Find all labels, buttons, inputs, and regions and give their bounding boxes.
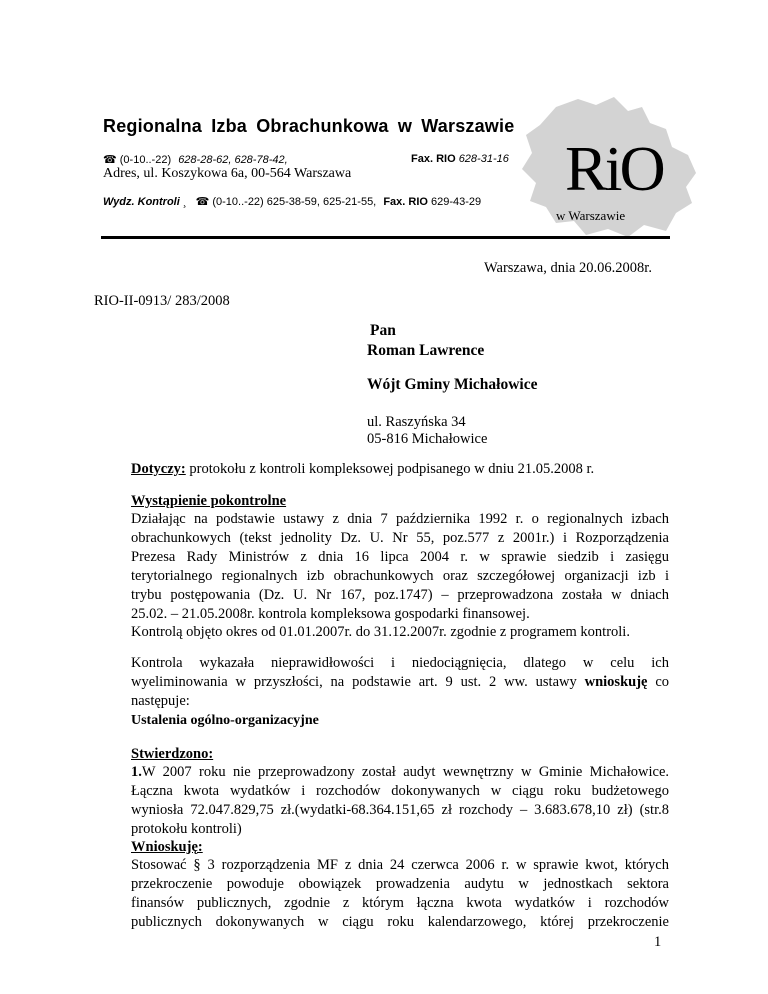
section-title: Wystąpienie pokontrolne bbox=[131, 493, 287, 509]
header-divider bbox=[101, 236, 670, 239]
intro-line: 25.02. – 21.05.2008r. kontrola kompleksowa gospodarki finansowej. bbox=[131, 606, 530, 622]
phone-numbers: 628-28-62, 628-78-42, bbox=[178, 154, 288, 166]
request-label: Wnioskuję: bbox=[131, 839, 203, 855]
found-line: 1.W 2007 roku nie przeprowadzony został audyt wewnętrzny w Gminie Michałowice. bbox=[131, 764, 669, 780]
found-label: Stwierdzono: bbox=[131, 746, 214, 762]
request-line: finansów publicznych, zgodnie z którym łączna kwota wydatków i rozchodów bbox=[131, 895, 669, 911]
scope-text: Kontrolą objęto okres od 01.01.2007r. do 31.12.2007r. zgodnie z programem kontroli. bbox=[131, 624, 630, 640]
subject-line bbox=[131, 460, 594, 479]
fax-line bbox=[411, 153, 509, 165]
subject-text: protokołu z kontroli kompleksowej podpisanego w dniu 21.05.2008 r. bbox=[189, 461, 595, 477]
address: Adres, ul. Koszykowa 6a, 00-564 Warszawa bbox=[103, 166, 352, 181]
recipient-street: ul. Raszyńska 34 bbox=[367, 414, 466, 430]
found-line: protokołu kontroli) bbox=[131, 821, 242, 837]
request-paragraph bbox=[131, 856, 669, 932]
intro-line: Prezesa Rady Ministrów z dnia 16 lipca 2004 r. w sprawie siedzib i zasięgu bbox=[131, 549, 669, 565]
intro-line: obrachunkowych (tekst jednolity Dz. U. Nr 55, poz.577 z 2001r.) i Rozporządzenia bbox=[131, 530, 669, 546]
request-line: publicznych dokonywanych w ciągu roku kalendarzowego, której przekroczenie bbox=[131, 914, 669, 930]
intro-line: trybu postępowania (Dz. U. Nr 167, poz.1747) – przeprowadzona została w dniach bbox=[131, 587, 669, 603]
recipient-position: Wójt Gminy Michałowice bbox=[367, 376, 538, 393]
page-number: 1 bbox=[654, 934, 662, 950]
findings-line: Kontrola wykazała nieprawidłowości i niedociągnięcia, dlatego w celu ich bbox=[131, 655, 669, 671]
recipient-city: 05-816 Michałowice bbox=[367, 431, 488, 447]
request-line: Stosować § 3 rozporządzenia MF z dnia 24 czerwca 2006 r. w sprawie kwot, których bbox=[131, 857, 669, 873]
findings-line: następuje: bbox=[131, 693, 190, 709]
dept-mark: ¸ bbox=[182, 196, 187, 208]
findings-line: wyeliminowania w przyszłości, na podstawie art. 9 ust. 2 ww. ustawy wnioskuję co bbox=[131, 674, 670, 690]
found-paragraph bbox=[131, 763, 669, 839]
subject-label: Dotyczy: bbox=[131, 461, 186, 477]
request-line: przekroczenie powoduje obowiązek prowadzenia audytu w jednostkach sektora bbox=[131, 876, 669, 892]
found-line: wyniosła 72.047.829,75 zł.(wydatki-68.364.151,65 zł rozchody – 3.683.678,10 zł) (str.8 bbox=[131, 802, 669, 818]
intro-paragraph bbox=[131, 510, 669, 624]
logo-subtitle: w Warszawie bbox=[556, 208, 626, 223]
place-date: Warszawa, dnia 20.06.2008r. bbox=[484, 260, 652, 276]
recipient-name: Roman Lawrence bbox=[367, 342, 485, 359]
logo-text: RiO bbox=[565, 133, 663, 204]
dept-phone: (0-10..-22) 625-38-59, 625-21-55, bbox=[212, 196, 377, 208]
reference-number: RIO-II-0913/ 283/2008 bbox=[94, 293, 230, 309]
phone-icon: ☎ bbox=[195, 196, 210, 208]
org-name: Regionalna Izba Obrachunkowa w Warszawie bbox=[103, 116, 515, 136]
phone-icon: ☎ bbox=[103, 154, 117, 166]
recipient-title: Pan bbox=[370, 322, 396, 339]
fax-label: Fax. RIO bbox=[411, 153, 456, 165]
findings-paragraph bbox=[131, 654, 669, 711]
dept-fax-label: Fax. RIO bbox=[383, 196, 428, 208]
phone-area: (0-10..-22) bbox=[119, 154, 172, 166]
dept-line bbox=[103, 195, 481, 208]
found-line: Łączna kwota wydatków i rozchodów dokonywanych w ciągu roku budżetowego bbox=[131, 783, 669, 799]
intro-line: Działając na podstawie ustawy z dnia 7 października 1992 r. o regionalnych izbach bbox=[131, 511, 669, 527]
phone-line bbox=[103, 153, 288, 166]
heading-general: Ustalenia ogólno-organizacyjne bbox=[131, 713, 319, 728]
dept-label: Wydz. Kontroli bbox=[103, 196, 180, 208]
intro-line: terytorialnego regionalnych izb obrachunkowych oraz szczegółowej organizacji izb i bbox=[131, 568, 669, 584]
dept-fax-number: 629-43-29 bbox=[431, 196, 482, 208]
fax-number: 628-31-16 bbox=[458, 153, 509, 165]
findings-bold: wnioskuję bbox=[584, 674, 648, 690]
